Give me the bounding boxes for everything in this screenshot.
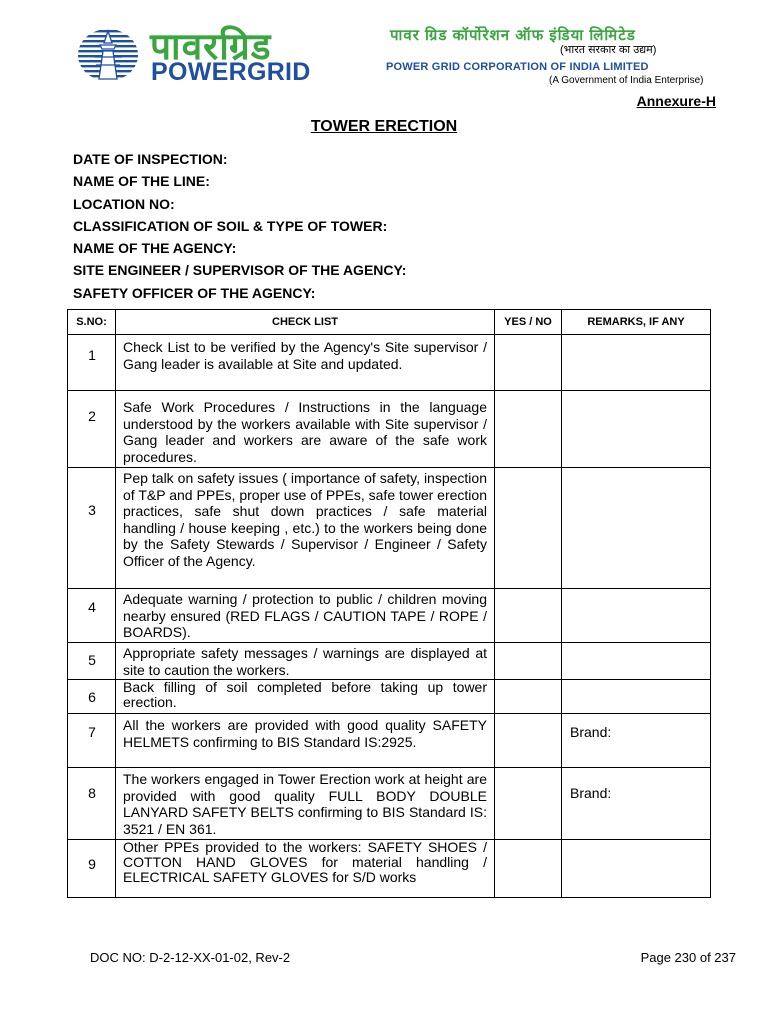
- corp-tagline-english: (A Government of India Enterprise): [549, 75, 704, 86]
- row-7-remarks: Brand:: [570, 724, 612, 740]
- header-yes-no: YES / NO: [504, 316, 552, 328]
- powergrid-logo-icon: [74, 27, 142, 83]
- row-5-check: Appropriate safety messages / warnings are displayed at site to caution the workers.: [123, 645, 487, 678]
- row-8-sno: 8: [88, 785, 96, 801]
- field-location-no: LOCATION NO:: [73, 195, 175, 212]
- corp-tagline-hindi: (भारत सरकार का उद्यम): [560, 44, 657, 56]
- row-8-remarks: Brand:: [570, 785, 612, 801]
- row-2-check: Safe Work Procedures / Instructions in the language understood by the workers available with Site supervisor / Gang leader and workers are aware of the safe work procedures.: [123, 399, 487, 465]
- field-date-of-inspection: DATE OF INSPECTION:: [73, 151, 228, 167]
- row-3-check: Pep talk on safety issues ( importance of safety, inspection of T&P and PPEs, proper use of PPEs, safe tower erection practices, safe shut down practices / safe material handling / house keeping , etc.) to the workers being done by the Safety Stewards / Supervisor / Engineer / Safety Officer of the Agency.: [123, 470, 487, 569]
- logo-hindi-text: पावरग्रिड: [150, 26, 272, 67]
- row-6-check: Back filling of soil completed before taking up tower erection.: [123, 679, 487, 710]
- row-2-sno: 2: [88, 408, 96, 424]
- row-1-sno: 1: [88, 347, 96, 363]
- corp-name-english: POWER GRID CORPORATION OF INDIA LIMITED: [386, 61, 649, 73]
- row-4-check: Adequate warning / protection to public / children moving nearby ensured (RED FLAGS / CAUTION TAPE / ROPE / BOARDS).: [123, 591, 487, 640]
- row-9-check: Other PPEs provided to the workers: SAFETY SHOES / COTTON HAND GLOVES for material handling / ELECTRICAL SAFETY GLOVES for S/D works: [123, 839, 487, 885]
- corp-name-hindi: पावर ग्रिड कॉर्पोरेशन ऑफ इंडिया लिमिटेड: [390, 27, 636, 44]
- inspection-fields: [73, 149, 406, 305]
- header-check-list: CHECK LIST: [272, 316, 338, 328]
- logo-english-text: POWERGRID: [151, 58, 311, 86]
- row-3-sno: 3: [88, 502, 96, 518]
- row-7-sno: 7: [88, 724, 96, 740]
- field-name-of-line: NAME OF THE LINE:: [73, 173, 210, 190]
- footer-page-number: Page 230 of 237: [640, 950, 736, 965]
- header-sno: S.NO:: [76, 316, 107, 328]
- field-site-engineer: SITE ENGINEER / SUPERVISOR OF THE AGENCY:: [73, 262, 407, 279]
- header-remarks: REMARKS, IF ANY: [587, 316, 685, 328]
- field-safety-officer: SAFETY OFFICER OF THE AGENCY:: [73, 284, 316, 301]
- row-1-check: Check List to be verified by the Agency's Site supervisor / Gang leader is available at Site and updated.: [123, 339, 487, 372]
- row-4-sno: 4: [88, 599, 96, 615]
- field-soil-tower-type: CLASSIFICATION OF SOIL & TYPE OF TOWER:: [73, 217, 388, 234]
- row-9-sno: 9: [88, 856, 96, 872]
- row-7-check: All the workers are provided with good quality SAFETY HELMETS confirming to BIS Standard IS:2925.: [123, 717, 487, 750]
- footer-doc-number: DOC NO: D-2-12-XX-01-02, Rev-2: [90, 950, 291, 965]
- annexure-label: Annexure-H: [636, 93, 716, 109]
- row-5-sno: 5: [88, 652, 96, 668]
- field-agency-name: NAME OF THE AGENCY:: [73, 240, 237, 257]
- row-8-check: The workers engaged in Tower Erection work at height are provided with good quality FULL BODY DOUBLE LANYARD SAFETY BELTS confirming to BIS Standard IS: 3521 / EN 361.: [123, 771, 487, 837]
- document-title: TOWER ERECTION: [310, 118, 458, 135]
- row-6-sno: 6: [88, 689, 96, 705]
- checklist-table: [67, 309, 711, 898]
